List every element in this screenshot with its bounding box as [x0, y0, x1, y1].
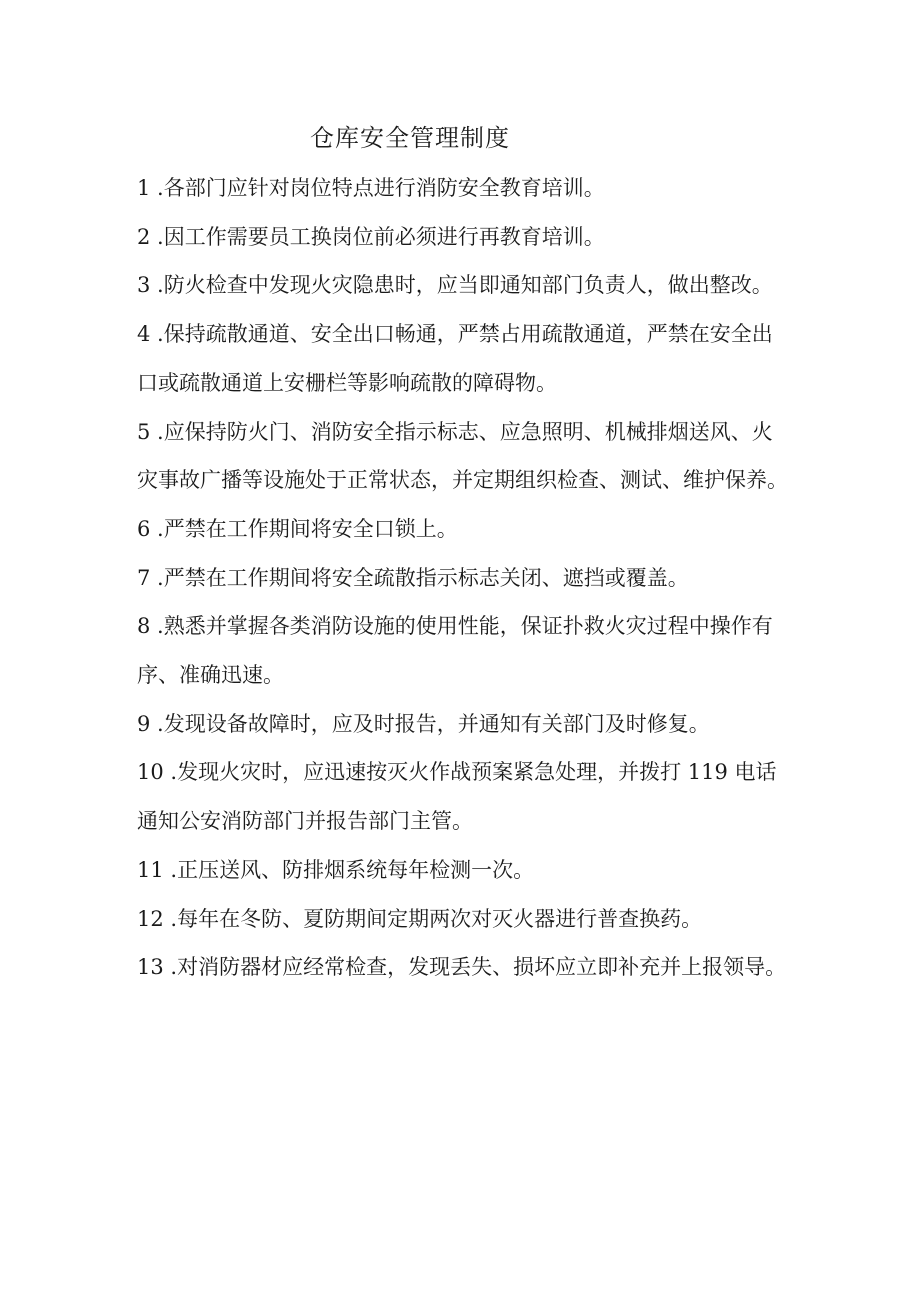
rule-item: 6 .严禁在工作期间将安全口锁上。 [137, 516, 458, 541]
document-title: 仓库安全管理制度 [310, 124, 510, 152]
rule-item: 13 .对消防器材应经常检查，发现丢失、损坏应立即补充并上报领导。 [137, 955, 787, 980]
rule-item: 11 .正压送风、防排烟系统每年检测一次。 [137, 857, 535, 882]
rule-item: 5 .应保持防火门、消防安全指示标志、应急照明、机械排烟送风、火灾事故广播等设施处于正常状态，并定期组织检查、测试、维护保养。 [137, 419, 788, 493]
rule-item: 7 .严禁在工作期间将安全疏散指示标志关闭、遮挡或覆盖。 [137, 565, 689, 590]
rule-item: 3 .防火检查中发现火灾隐患时，应当即通知部门负责人，做出整改。 [137, 273, 773, 298]
rule-item: 1 .各部门应针对岗位特点进行消防安全教育培训。 [137, 176, 605, 200]
rule-item: 4 .保持疏散通道、安全出口畅通，严禁占用疏散通道，严禁在安全出口或疏散通道上安栅栏等影响疏散的障碍物。 [137, 322, 773, 395]
rule-item: 8 .熟悉并掌握各类消防设施的使用性能，保证扑救火灾过程中操作有序、准确迅速。 [137, 614, 773, 688]
rule-item: 12 .每年在冬防、夏防期间定期两次对灭火器进行普查换药。 [137, 906, 703, 931]
rule-item: 2 .因工作需要员工换岗位前必须进行再教育培训。 [137, 224, 605, 249]
rules-list [137, 164, 792, 992]
rule-item: 10 .发现火灾时，应迅速按灭火作战预案紧急处理，并拨打 119 电话通知公安消防部门并报告部门主管。 [137, 760, 777, 834]
rule-item: 9 .发现设备故障时，应及时报告，并通知有关部门及时修复。 [137, 711, 710, 736]
